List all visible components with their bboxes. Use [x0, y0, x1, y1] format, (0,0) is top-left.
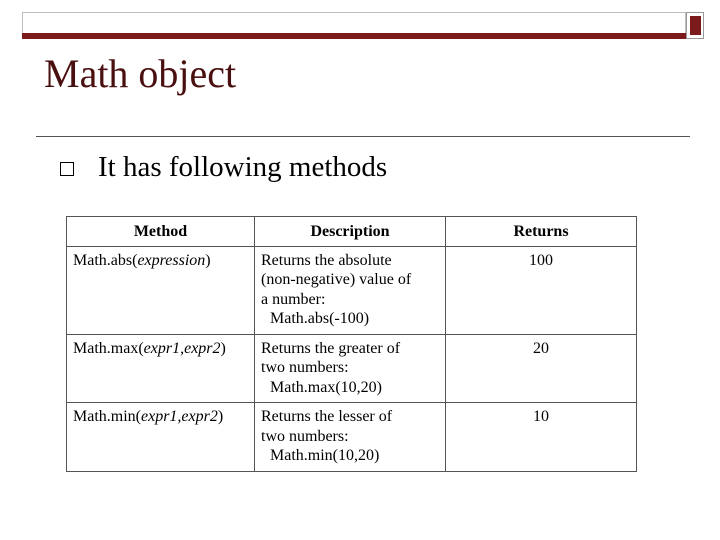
- table-header-row: [67, 217, 637, 247]
- method-suffix: ): [205, 251, 211, 269]
- returns-cell: 100: [446, 246, 637, 334]
- header-returns: Returns: [446, 217, 637, 247]
- table-row: [67, 403, 637, 472]
- description-cell: [255, 334, 446, 403]
- method-cell: [67, 334, 255, 403]
- slide-title: Math object: [44, 51, 237, 96]
- header-accent-stripe: [22, 33, 686, 39]
- description-line: Returns the absolute: [261, 251, 392, 269]
- description-line: Returns the greater of: [261, 339, 401, 357]
- table-row: [67, 246, 637, 334]
- method-cell: [67, 403, 255, 472]
- description-cell: [255, 246, 446, 334]
- method-suffix: ): [220, 339, 226, 357]
- method-prefix: Math.max(: [73, 339, 144, 357]
- table-row: [67, 334, 637, 403]
- method-arg: expression: [137, 251, 206, 269]
- description-line: (non-negative) value of: [261, 271, 412, 289]
- description-example: Math.abs(-100): [270, 310, 370, 328]
- header-description: Description: [255, 217, 446, 247]
- method-arg: expr1,expr2: [141, 408, 218, 426]
- header-method: Method: [67, 217, 255, 247]
- description-line: two numbers:: [261, 427, 349, 445]
- method-arg: expr1,expr2: [143, 339, 221, 357]
- returns-cell: 10: [446, 403, 637, 472]
- returns-cell: 20: [446, 334, 637, 403]
- description-cell: [255, 403, 446, 472]
- description-example: Math.max(10,20): [270, 378, 382, 396]
- bullet-text: It has following methods: [98, 151, 388, 183]
- description-line: two numbers:: [261, 359, 349, 377]
- method-prefix: Math.min(: [73, 408, 141, 426]
- header-corner-square-fill: [690, 16, 701, 35]
- method-prefix: Math.abs(: [73, 251, 138, 269]
- title-divider: [36, 136, 690, 137]
- methods-table: [66, 216, 637, 472]
- description-line: Returns the lesser of: [261, 408, 393, 426]
- method-cell: [67, 246, 255, 334]
- description-line: a number:: [261, 290, 326, 308]
- description-example: Math.min(10,20): [270, 447, 380, 465]
- method-suffix: ): [217, 408, 224, 426]
- hollow-square-icon: [60, 162, 74, 176]
